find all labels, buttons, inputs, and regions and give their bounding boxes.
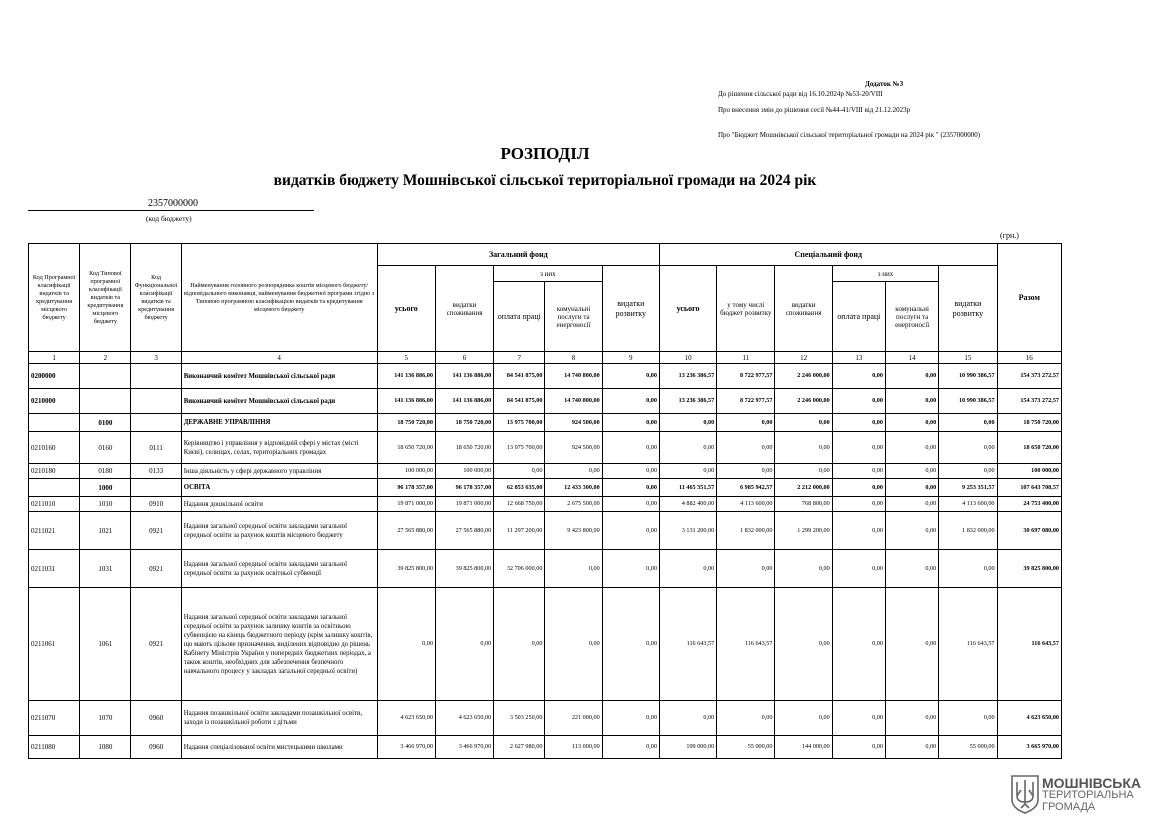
table-row	[29, 364, 1062, 389]
amount-cell: 0,00	[832, 736, 885, 759]
amount-cell: 113 000,00	[545, 736, 602, 759]
amount-cell: 141 136 886,00	[377, 364, 435, 389]
typical-code-cell: 1031	[80, 550, 131, 588]
budget-code: 2357000000	[148, 198, 198, 209]
logo-line-2: ТЕРИТОРІАЛЬНА	[1042, 789, 1134, 801]
amount-cell: 0,00	[885, 497, 938, 512]
header-code-functional: Код Функціональної класифікації видатків та кредитування бюджету	[131, 244, 181, 352]
amount-cell: 0,00	[659, 464, 716, 479]
functional-code-cell: 0921	[131, 588, 181, 701]
table-row	[29, 389, 1062, 414]
program-name-cell: Надання загальної середньої освіти закладами загальної середньої освіти за рахунок освітньої субвенції	[181, 550, 377, 588]
amount-cell: 9 253 351,57	[939, 479, 997, 497]
amount-cell: 18 650 720,00	[997, 432, 1061, 464]
amount-cell: 0,00	[832, 364, 885, 389]
amount-cell: 4 623 650,00	[435, 701, 493, 736]
amount-cell: 0,00	[775, 701, 832, 736]
program-code-cell: 0211061	[29, 588, 80, 701]
amount-cell: 3 665 970,00	[997, 736, 1061, 759]
amount-cell: 0,00	[939, 432, 997, 464]
document-subtitle: видатків бюджету Мошнівської сільської територіальної громади на 2024 рік	[273, 172, 817, 189]
column-number: 10	[659, 352, 716, 364]
amount-cell: 4 113 600,00	[939, 497, 997, 512]
amount-cell: 39 825 800,00	[997, 550, 1061, 588]
amount-cell: 221 000,00	[545, 701, 602, 736]
header-gf-consumption: видатки споживання	[435, 266, 493, 352]
table-row	[29, 512, 1062, 550]
column-number: 14	[885, 352, 938, 364]
amount-cell: 768 800,00	[775, 497, 832, 512]
amount-cell: 0,00	[602, 432, 659, 464]
amount-cell: 0,00	[885, 464, 938, 479]
amount-cell: 0,00	[602, 588, 659, 701]
amount-cell: 116 643,57	[659, 588, 716, 701]
header-gf-of-which: з них	[494, 266, 603, 282]
header-sf-of-which: з них	[832, 266, 939, 282]
amount-cell: 100 000,00	[997, 464, 1061, 479]
program-name-cell: Надання загальної середньої освіти закладами загальної середньої освіти за рахунок коштів місцевого бюджету	[181, 512, 377, 550]
amount-cell: 0,00	[659, 550, 716, 588]
amount-cell: 2 627 980,00	[494, 736, 545, 759]
column-number-row	[29, 352, 1062, 364]
amount-cell: 0,00	[602, 497, 659, 512]
document-title: РОЗПОДІЛ	[500, 144, 590, 163]
amount-cell: 0,00	[717, 432, 775, 464]
amount-cell: 0,00	[659, 432, 716, 464]
amount-cell: 19 871 000,00	[377, 497, 435, 512]
amount-cell: 8 722 977,57	[717, 364, 775, 389]
functional-code-cell: 0133	[131, 464, 181, 479]
header-gf-utilities: комунальні послуги та енергоносії	[545, 282, 602, 352]
column-number: 16	[997, 352, 1061, 364]
table-row	[29, 701, 1062, 736]
amount-cell: 0,00	[832, 479, 885, 497]
amount-cell: 2 246 000,00	[775, 364, 832, 389]
amount-cell: 0,00	[545, 550, 602, 588]
program-name-cell: Керівництво і управління у відповідній сфері у містах (місті Києві), селищах, селах, територіальних громадах	[181, 432, 377, 464]
amount-cell: 0,00	[494, 464, 545, 479]
amount-cell: 0,00	[832, 432, 885, 464]
amount-cell: 9 423 800,00	[545, 512, 602, 550]
amount-cell: 0,00	[717, 464, 775, 479]
typical-code-cell: 1021	[80, 512, 131, 550]
amount-cell: 0,00	[545, 464, 602, 479]
table-row	[29, 550, 1062, 588]
budget-table	[28, 243, 1062, 759]
amount-cell: 4 882 400,00	[659, 497, 716, 512]
amount-cell: 0,00	[659, 414, 716, 432]
column-number: 3	[131, 352, 181, 364]
amount-cell: 0,00	[832, 389, 885, 414]
amount-cell: 27 565 880,00	[435, 512, 493, 550]
functional-code-cell	[131, 479, 181, 497]
amount-cell: 0,00	[377, 588, 435, 701]
amount-cell: 18 650 720,00	[377, 432, 435, 464]
logo-line-3: ГРОМАДА	[1042, 801, 1096, 813]
amount-cell: 39 825 800,00	[435, 550, 493, 588]
amount-cell: 0,00	[602, 736, 659, 759]
amount-cell: 0,00	[885, 414, 938, 432]
amount-cell: 84 541 875,00	[494, 389, 545, 414]
amount-cell: 0,00	[775, 550, 832, 588]
header-name: Найменування головного розпорядника коштів місцевого бюджету/ відповідального виконавця, найменування бюджетної програми згідно з Типовою програмною класифікацією видатків та кредитування місцевого бюджету	[181, 244, 377, 352]
program-name-cell: Надання дошкільної освіти	[181, 497, 377, 512]
program-code-cell: 0210180	[29, 464, 80, 479]
amount-cell: 0,00	[717, 414, 775, 432]
amount-cell: 30 697 080,00	[997, 512, 1061, 550]
amount-cell: 0,00	[602, 479, 659, 497]
header-gf-salary: оплата праці	[494, 282, 545, 352]
functional-code-cell: 0960	[131, 701, 181, 736]
program-code-cell	[29, 479, 80, 497]
column-number: 15	[939, 352, 997, 364]
amount-cell: 0,00	[775, 432, 832, 464]
header-sf-utilities: комунальні послуги та енергоносії	[885, 282, 938, 352]
amount-cell: 2 212 000,00	[775, 479, 832, 497]
header-code-typical: Код Типової програмної класифікації видатків та кредитування місцевого бюджету	[80, 244, 131, 352]
amount-cell: 8 722 977,57	[717, 389, 775, 414]
column-number: 8	[545, 352, 602, 364]
program-code-cell: 0200000	[29, 364, 80, 389]
amount-cell: 0,00	[885, 389, 938, 414]
amount-cell: 39 825 800,00	[377, 550, 435, 588]
amount-cell: 0,00	[885, 701, 938, 736]
amount-cell: 13 236 386,57	[659, 364, 716, 389]
column-number: 1	[29, 352, 80, 364]
column-number: 5	[377, 352, 435, 364]
amount-cell: 0,00	[602, 701, 659, 736]
program-code-cell: 0210160	[29, 432, 80, 464]
amount-cell: 1 832 000,00	[717, 512, 775, 550]
column-number: 7	[494, 352, 545, 364]
amount-cell: 0,00	[832, 414, 885, 432]
program-code-cell: 0211010	[29, 497, 80, 512]
amount-cell: 14 740 800,00	[545, 364, 602, 389]
amount-cell: 55 000,00	[717, 736, 775, 759]
header-sf-development: видатки розвитку	[939, 266, 997, 352]
amount-cell: 62 853 635,00	[494, 479, 545, 497]
amount-cell: 0,00	[775, 464, 832, 479]
amount-cell: 0,00	[602, 364, 659, 389]
amount-cell: 3 466 970,00	[377, 736, 435, 759]
amount-cell: 0,00	[832, 588, 885, 701]
amount-cell: 0,00	[435, 588, 493, 701]
budget-code-caption: (код бюджету)	[146, 214, 192, 223]
amount-cell: 3 131 200,00	[659, 512, 716, 550]
column-number: 11	[717, 352, 775, 364]
functional-code-cell: 0960	[131, 736, 181, 759]
amount-cell: 0,00	[832, 701, 885, 736]
table-row	[29, 497, 1062, 512]
amount-cell: 3 466 970,00	[435, 736, 493, 759]
table-row	[29, 432, 1062, 464]
logo-line-1: МОШНІВСЬКА	[1042, 775, 1142, 791]
amount-cell: 116 643,57	[717, 588, 775, 701]
amount-cell: 18 750 720,00	[435, 414, 493, 432]
program-name-cell: ОСВІТА	[181, 479, 377, 497]
program-name-cell: Інша діяльність у сфері державного управління	[181, 464, 377, 479]
appendix-label: Додаток №3	[865, 80, 904, 88]
amount-cell: 0,00	[832, 550, 885, 588]
amount-cell: 0,00	[602, 414, 659, 432]
amount-cell: 1 299 200,00	[775, 512, 832, 550]
amount-cell: 19 871 000,00	[435, 497, 493, 512]
column-number: 4	[181, 352, 377, 364]
amount-cell: 18 750 720,00	[377, 414, 435, 432]
header-sf-budget-dev: у тому числі бюджет розвитку	[717, 266, 775, 352]
program-code-cell: 0211070	[29, 701, 80, 736]
typical-code-cell: 0160	[80, 432, 131, 464]
program-code-cell	[29, 414, 80, 432]
table-row	[29, 414, 1062, 432]
amount-cell: 4 623 650,00	[377, 701, 435, 736]
amount-cell: 13 975 700,00	[494, 414, 545, 432]
amount-cell: 0,00	[659, 701, 716, 736]
program-code-cell: 0211031	[29, 550, 80, 588]
amount-cell: 2 246 000,00	[775, 389, 832, 414]
amount-cell: 18 750 720,00	[997, 414, 1061, 432]
header-special-fund: Спеціальний фонд	[659, 244, 997, 266]
amount-cell: 0,00	[885, 588, 938, 701]
amount-cell: 0,00	[885, 479, 938, 497]
amount-cell: 924 500,00	[545, 414, 602, 432]
program-name-cell: Виконавчий комітет Мошнівської сільської ради	[181, 364, 377, 389]
program-name-cell: ДЕРЖАВНЕ УПРАВЛІННЯ	[181, 414, 377, 432]
budget-code-underline	[28, 210, 314, 211]
amount-cell: 32 706 000,00	[494, 550, 545, 588]
amount-cell: 100 000,00	[377, 464, 435, 479]
amount-cell: 0,00	[939, 414, 997, 432]
column-number: 13	[832, 352, 885, 364]
currency-unit: (грн.)	[1000, 231, 1019, 240]
typical-code-cell	[80, 364, 131, 389]
amount-cell: 107 643 708,57	[997, 479, 1061, 497]
amount-cell: 10 990 386,57	[939, 389, 997, 414]
amount-cell: 11 465 351,57	[659, 479, 716, 497]
amount-cell: 96 178 357,00	[435, 479, 493, 497]
amount-cell: 0,00	[602, 550, 659, 588]
amount-cell: 116 643,57	[997, 588, 1061, 701]
header-gf-all: усього	[377, 266, 435, 352]
amount-cell: 0,00	[885, 364, 938, 389]
amount-cell: 0,00	[717, 550, 775, 588]
amount-cell: 0,00	[602, 389, 659, 414]
amendment-line: Про внесення змін до рішення сесії №44-41/VIII від 21.12.2023р	[718, 106, 911, 114]
header-gf-development: видатки розвитку	[602, 266, 659, 352]
header-sf-consumption: видатки споживання	[775, 266, 832, 352]
amount-cell: 96 178 357,00	[377, 479, 435, 497]
amount-cell: 154 373 272,57	[997, 364, 1061, 389]
functional-code-cell	[131, 389, 181, 414]
amount-cell: 0,00	[939, 701, 997, 736]
program-name-cell: Виконавчий комітет Мошнівської сільської ради	[181, 389, 377, 414]
amount-cell: 141 136 886,00	[435, 389, 493, 414]
header-general-fund: Загальний фонд	[377, 244, 659, 266]
amount-cell: 154 373 272,57	[997, 389, 1061, 414]
amount-cell: 100 000,00	[435, 464, 493, 479]
amount-cell: 0,00	[602, 512, 659, 550]
amount-cell: 6 985 942,57	[717, 479, 775, 497]
amount-cell: 0,00	[775, 588, 832, 701]
budget-title-line: Про "Бюджет Мошнівської сільської територіальної громади на 2024 рік " (2357000000)	[718, 131, 981, 139]
program-code-cell: 0211080	[29, 736, 80, 759]
program-code-cell: 0210000	[29, 389, 80, 414]
typical-code-cell: 1000	[80, 479, 131, 497]
column-number: 2	[80, 352, 131, 364]
amount-cell: 0,00	[602, 464, 659, 479]
amount-cell: 199 000,00	[659, 736, 716, 759]
amount-cell: 0,00	[885, 432, 938, 464]
amount-cell: 141 136 886,00	[377, 389, 435, 414]
table-row	[29, 588, 1062, 701]
amount-cell: 141 136 886,00	[435, 364, 493, 389]
header-sf-salary: оплата праці	[832, 282, 885, 352]
functional-code-cell	[131, 364, 181, 389]
amount-cell: 116 643,57	[939, 588, 997, 701]
typical-code-cell: 1010	[80, 497, 131, 512]
header-total: Разом	[997, 244, 1061, 352]
amount-cell: 0,00	[939, 464, 997, 479]
amount-cell: 13 236 386,57	[659, 389, 716, 414]
amount-cell: 18 650 720,00	[435, 432, 493, 464]
functional-code-cell: 0921	[131, 512, 181, 550]
functional-code-cell: 0910	[131, 497, 181, 512]
amount-cell: 12 433 300,00	[545, 479, 602, 497]
amount-cell: 55 000,00	[939, 736, 997, 759]
amount-cell: 1 832 000,00	[939, 512, 997, 550]
column-number: 12	[775, 352, 832, 364]
amount-cell: 144 000,00	[775, 736, 832, 759]
typical-code-cell: 1070	[80, 701, 131, 736]
amount-cell: 12 668 750,00	[494, 497, 545, 512]
amount-cell: 24 753 400,00	[997, 497, 1061, 512]
amount-cell: 0,00	[939, 550, 997, 588]
amount-cell: 13 975 700,00	[494, 432, 545, 464]
amount-cell: 0,00	[885, 512, 938, 550]
amount-cell: 924 500,00	[545, 432, 602, 464]
header-sf-all: усього	[659, 266, 716, 352]
typical-code-cell: 1080	[80, 736, 131, 759]
amount-cell: 0,00	[717, 701, 775, 736]
amount-cell: 3 503 250,00	[494, 701, 545, 736]
amount-cell: 14 740 800,00	[545, 389, 602, 414]
typical-code-cell: 0100	[80, 414, 131, 432]
amount-cell: 0,00	[545, 588, 602, 701]
amount-cell: 11 297 200,00	[494, 512, 545, 550]
program-name-cell: Надання загальної середньої освіти закладами загальної середньої освіти за рахунок залишку коштів за освітньою субвенцією на кінець бюджетного періоду (крім залишку коштів, що мають цільове призначення, виділених відповідно до рішень Кабінету Міністрів України у попередніх бюджетних періодах, а також коштів, необхідних для забезпечення безпечного навчального процесу у закладах загальної середньої освіти)	[181, 588, 377, 701]
table-row	[29, 736, 1062, 759]
program-name-cell: Надання позашкільної освіти закладами позашкільної освіти, заходи із позашкільної роботи з дітьми	[181, 701, 377, 736]
amount-cell: 0,00	[832, 464, 885, 479]
amount-cell: 4 113 600,00	[717, 497, 775, 512]
header-code-program: Код Програмної класифікації видатків та кредитування місцевого бюджету	[29, 244, 80, 352]
trident-emblem-icon	[1010, 774, 1040, 814]
functional-code-cell	[131, 414, 181, 432]
functional-code-cell: 0111	[131, 432, 181, 464]
amount-cell: 0,00	[832, 512, 885, 550]
amount-cell: 0,00	[885, 736, 938, 759]
typical-code-cell: 0180	[80, 464, 131, 479]
amount-cell: 84 541 875,00	[494, 364, 545, 389]
amount-cell: 0,00	[832, 497, 885, 512]
table-row	[29, 479, 1062, 497]
column-number: 6	[435, 352, 493, 364]
table-row	[29, 464, 1062, 479]
program-name-cell: Надання спеціалізованої освіти мистецькими школами	[181, 736, 377, 759]
amount-cell: 10 990 386,57	[939, 364, 997, 389]
column-number: 9	[602, 352, 659, 364]
amount-cell: 2 675 500,00	[545, 497, 602, 512]
amount-cell: 27 565 880,00	[377, 512, 435, 550]
amount-cell: 0,00	[885, 550, 938, 588]
typical-code-cell	[80, 389, 131, 414]
program-code-cell: 0211021	[29, 512, 80, 550]
functional-code-cell: 0921	[131, 550, 181, 588]
typical-code-cell: 1061	[80, 588, 131, 701]
decision-line: До рішення сільської ради від 16.10.2024р №53-20/VIII	[718, 90, 883, 98]
amount-cell: 0,00	[775, 414, 832, 432]
amount-cell: 4 623 650,00	[997, 701, 1061, 736]
amount-cell: 0,00	[494, 588, 545, 701]
